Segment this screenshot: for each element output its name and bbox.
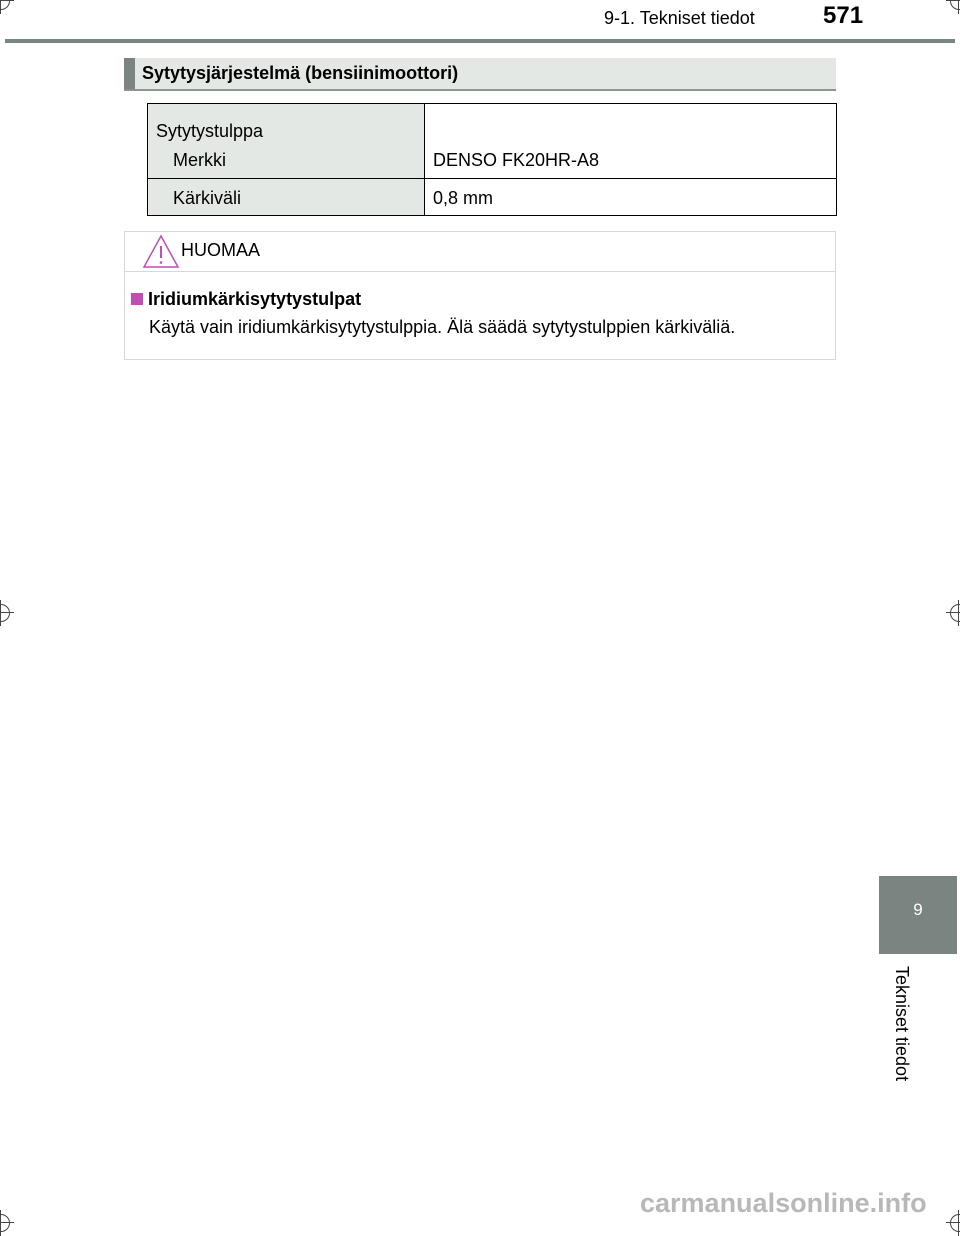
watermark: carmanualsonline.info — [640, 1188, 927, 1218]
table-value-cell — [425, 179, 837, 216]
table-label-cell — [148, 104, 425, 179]
registration-mark-bottom-left — [0, 1210, 14, 1236]
registration-mark-bottom-right — [946, 1210, 960, 1236]
registration-mark-mid-left — [0, 600, 14, 626]
registration-mark-mid-right — [946, 600, 960, 626]
spec-group-label: Sytytystulppa — [156, 121, 264, 141]
notice-box — [124, 231, 836, 360]
section-title-bar — [124, 58, 836, 91]
chapter-tab-label: Tekniset tiedot — [892, 966, 912, 1082]
table-row — [148, 179, 837, 216]
square-bullet-icon — [131, 293, 143, 305]
page-number: 571 — [823, 2, 864, 29]
spec-row-value: DENSO FK20HR-A8 — [433, 150, 600, 170]
spec-row-label: Kärkiväli — [173, 188, 242, 208]
table-label-cell — [148, 179, 425, 216]
spec-row-value: 0,8 mm — [433, 188, 494, 208]
table-row — [148, 104, 837, 179]
page-header — [0, 0, 960, 44]
warning-triangle-icon — [142, 233, 180, 269]
title-accent-bar — [124, 58, 135, 89]
section-title: Sytytysjärjestelmä (bensiinimoottori) — [142, 63, 459, 83]
notice-subheading: Iridiumkärkisytytystulpat — [148, 289, 362, 309]
chapter-number: 9 — [913, 900, 923, 919]
spec-table — [147, 103, 837, 216]
table-value-cell — [425, 104, 837, 179]
notice-text: Käytä vain iridiumkärkisytytystulppia. Älä säädä sytytystulppien kärkiväliä. — [149, 317, 736, 337]
notice-title: HUOMAA — [181, 240, 261, 260]
section-label: 9-1. Tekniset tiedot — [604, 8, 755, 28]
notice-header — [125, 232, 835, 272]
header-rule — [5, 39, 955, 43]
spec-row-label: Merkki — [173, 150, 226, 170]
chapter-tab — [879, 876, 957, 954]
